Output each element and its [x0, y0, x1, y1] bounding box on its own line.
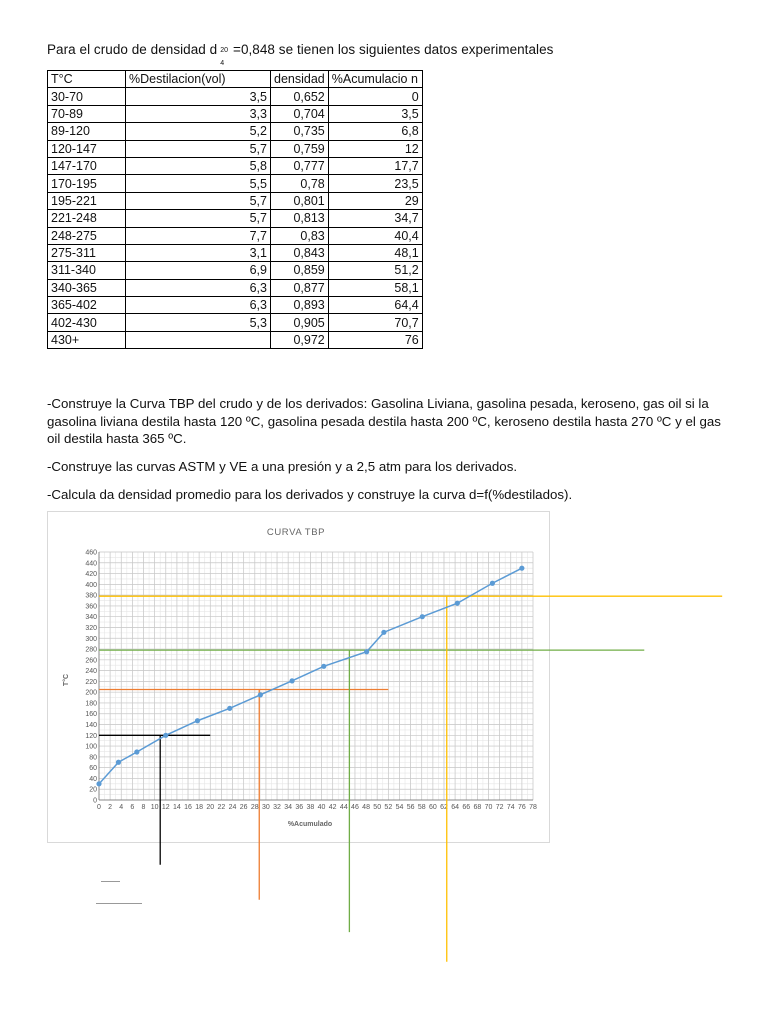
x-tick-label: 46 [351, 804, 359, 811]
cell-cumulative: 48,1 [328, 244, 422, 261]
x-tick-label: 52 [384, 804, 393, 811]
x-tick-label: 6 [130, 804, 135, 811]
cell-temperature: 311-340 [48, 262, 126, 279]
x-tick-label: 62 [440, 804, 448, 811]
x-tick-label: 50 [373, 804, 382, 811]
x-tick-label: 36 [295, 804, 304, 811]
cell-density: 0,78 [271, 175, 329, 192]
x-tick-label: 28 [250, 804, 259, 811]
x-axis-label: %Acumulado [287, 821, 333, 828]
x-tick-label: 38 [306, 804, 315, 811]
data-point [163, 733, 168, 738]
cell-cumulative: 40,4 [328, 227, 422, 244]
data-point [227, 706, 232, 711]
cell-density: 0,905 [271, 314, 329, 331]
cell-density: 0,859 [271, 262, 329, 279]
data-point [519, 566, 524, 571]
header-distillation: %Destilacion(vol) [126, 71, 271, 88]
x-tick-label: 70 [484, 804, 493, 811]
data-point [134, 749, 139, 754]
cell-cumulative: 76 [328, 331, 422, 348]
cell-temperature: 120-147 [48, 140, 126, 157]
data-point [455, 601, 460, 606]
cell-distillation: 5,8 [126, 157, 271, 174]
cell-temperature: 365-402 [48, 297, 126, 314]
data-point [420, 614, 425, 619]
x-tick-label: 10 [150, 804, 159, 811]
x-tick-label: 74 [506, 804, 515, 811]
cell-density: 0,777 [271, 157, 329, 174]
cell-cumulative: 12 [328, 140, 422, 157]
x-tick-label: 14 [172, 804, 181, 811]
cell-cumulative: 70,7 [328, 314, 422, 331]
cell-distillation: 6,3 [126, 297, 271, 314]
data-point [289, 678, 294, 683]
x-tick-label: 60 [428, 804, 437, 811]
cell-distillation: 3,3 [126, 105, 271, 122]
x-tick-label: 54 [395, 804, 404, 811]
y-tick-label: 180 [85, 700, 97, 708]
cell-density: 0,813 [271, 210, 329, 227]
x-tick-label: 72 [495, 804, 504, 811]
y-tick-label: 200 [85, 689, 97, 697]
header-temperature: T°C [48, 71, 126, 88]
cell-temperature: 275-311 [48, 244, 126, 261]
cell-cumulative: 3,5 [328, 105, 422, 122]
cell-distillation: 5,5 [126, 175, 271, 192]
intro-text: Para el crudo de densidad d 20 4 =0,848 se tienen los siguientes datos experimentales [47, 42, 554, 67]
y-tick-label: 140 [85, 722, 97, 730]
y-tick-label: 160 [85, 711, 97, 719]
cell-distillation: 7,7 [126, 227, 271, 244]
cell-distillation: 5,7 [126, 192, 271, 209]
chart-title: CURVA TBP [266, 527, 326, 538]
data-point [96, 781, 101, 786]
x-tick-label: 58 [417, 804, 426, 811]
data-point [116, 760, 121, 765]
cell-temperature: 248-275 [48, 227, 126, 244]
cell-density: 0,83 [271, 227, 329, 244]
x-tick-label: 8 [141, 804, 146, 811]
x-tick-label: 48 [362, 804, 370, 811]
y-tick-label: 240 [85, 668, 97, 676]
y-tick-label: 440 [85, 560, 97, 568]
cell-density: 0,893 [271, 297, 329, 314]
y-tick-label: 280 [85, 646, 97, 654]
question-tbp: -Construye la Curva TBP del crudo y de los derivados: Gasolina Liviana, gasolina pesada, keroseno, gas oil si la gasolina liviana destila hasta 120 ºC, gasolina pesada destila hasta 200 ºC, keroseno destila hasta 270 ºC y el gas oil destila hasta 365 ºC. [47, 396, 721, 446]
cell-density: 0,877 [271, 279, 329, 296]
x-tick-label: 4 [119, 804, 124, 811]
cell-density: 0,652 [271, 88, 329, 105]
y-tick-label: 400 [85, 581, 97, 589]
cell-density: 0,704 [271, 105, 329, 122]
cell-temperature: 89-120 [48, 123, 126, 140]
cell-temperature: 70-89 [48, 105, 126, 122]
y-tick-label: 20 [89, 786, 97, 794]
cell-temperature: 430+ [48, 331, 126, 348]
data-point [258, 692, 263, 697]
data-point [195, 718, 200, 723]
data-point [490, 581, 495, 586]
cell-cumulative: 34,7 [328, 210, 422, 227]
x-tick-label: 34 [284, 804, 293, 811]
y-tick-label: 380 [85, 592, 97, 600]
cell-cumulative: 29 [328, 192, 422, 209]
data-point [364, 649, 369, 654]
cell-temperature: 340-365 [48, 279, 126, 296]
x-tick-label: 16 [184, 804, 192, 811]
x-tick-label: 56 [406, 804, 415, 811]
x-tick-label: 0 [97, 804, 101, 811]
question-astm: -Construye las curvas ASTM y VE a una presión y a 2,5 atm para los derivados. [47, 459, 518, 474]
x-tick-label: 44 [339, 804, 348, 811]
y-tick-label: 80 [89, 754, 97, 762]
y-tick-label: 120 [85, 732, 97, 740]
x-tick-label: 66 [462, 804, 471, 811]
cell-distillation: 3,1 [126, 244, 271, 261]
cell-distillation: 5,7 [126, 210, 271, 227]
cell-distillation: 6,9 [126, 262, 271, 279]
cell-density: 0,735 [271, 123, 329, 140]
cell-temperature: 30-70 [48, 88, 126, 105]
y-tick-label: 260 [85, 657, 97, 665]
y-tick-label: 360 [85, 603, 97, 611]
blank-mark [101, 881, 120, 882]
x-tick-label: 22 [217, 804, 226, 811]
x-tick-label: 26 [239, 804, 248, 811]
cell-temperature: 170-195 [48, 175, 126, 192]
cell-cumulative: 51,2 [328, 262, 422, 279]
header-cumulative: %Acumulacio n [328, 71, 422, 88]
cell-cumulative: 0 [328, 88, 422, 105]
cell-distillation: 5,7 [126, 140, 271, 157]
cell-temperature: 147-170 [48, 157, 126, 174]
data-point [381, 630, 386, 635]
header-density: densidad [271, 71, 329, 88]
x-tick-label: 30 [262, 804, 270, 811]
x-tick-label: 76 [517, 804, 526, 811]
y-tick-label: 40 [89, 775, 97, 783]
cell-distillation: 3,5 [126, 88, 271, 105]
cell-temperature: 221-248 [48, 210, 126, 227]
cell-density: 0,759 [271, 140, 329, 157]
x-tick-label: 40 [317, 804, 326, 811]
cell-distillation: 6,3 [126, 279, 271, 296]
x-tick-label: 2 [108, 804, 113, 811]
question-density: -Calcula da densidad promedio para los derivados y construye la curva d=f(%destilados). [47, 487, 573, 502]
cell-distillation: 5,3 [126, 314, 271, 331]
x-tick-label: 18 [195, 804, 204, 811]
y-tick-label: 0 [93, 797, 97, 805]
blank-mark [96, 903, 142, 904]
y-tick-label: 340 [85, 614, 97, 622]
x-tick-label: 68 [473, 804, 482, 811]
cell-density: 0,843 [271, 244, 329, 261]
x-tick-label: 42 [328, 804, 337, 811]
cell-density: 0,972 [271, 331, 329, 348]
cell-cumulative: 6,8 [328, 123, 422, 140]
y-tick-label: 300 [85, 635, 97, 643]
y-axis-label: T°C [63, 673, 70, 687]
y-tick-label: 460 [85, 549, 97, 557]
y-tick-label: 100 [85, 743, 97, 751]
x-tick-label: 24 [228, 804, 237, 811]
x-tick-label: 12 [161, 804, 170, 811]
cell-density: 0,801 [271, 192, 329, 209]
x-tick-label: 20 [206, 804, 215, 811]
cell-temperature: 195-221 [48, 192, 126, 209]
y-tick-label: 420 [85, 571, 97, 579]
data-point [321, 664, 326, 669]
y-tick-label: 220 [85, 678, 97, 686]
cell-temperature: 402-430 [48, 314, 126, 331]
y-tick-label: 60 [89, 765, 97, 773]
y-tick-label: 320 [85, 624, 97, 632]
cell-cumulative: 23,5 [328, 175, 422, 192]
cell-cumulative: 64,4 [328, 297, 422, 314]
cell-cumulative: 58,1 [328, 279, 422, 296]
x-tick-label: 78 [529, 804, 537, 811]
cell-distillation: 5,2 [126, 123, 271, 140]
cell-cumulative: 17,7 [328, 157, 422, 174]
x-tick-label: 64 [451, 804, 460, 811]
x-tick-label: 32 [273, 804, 281, 811]
